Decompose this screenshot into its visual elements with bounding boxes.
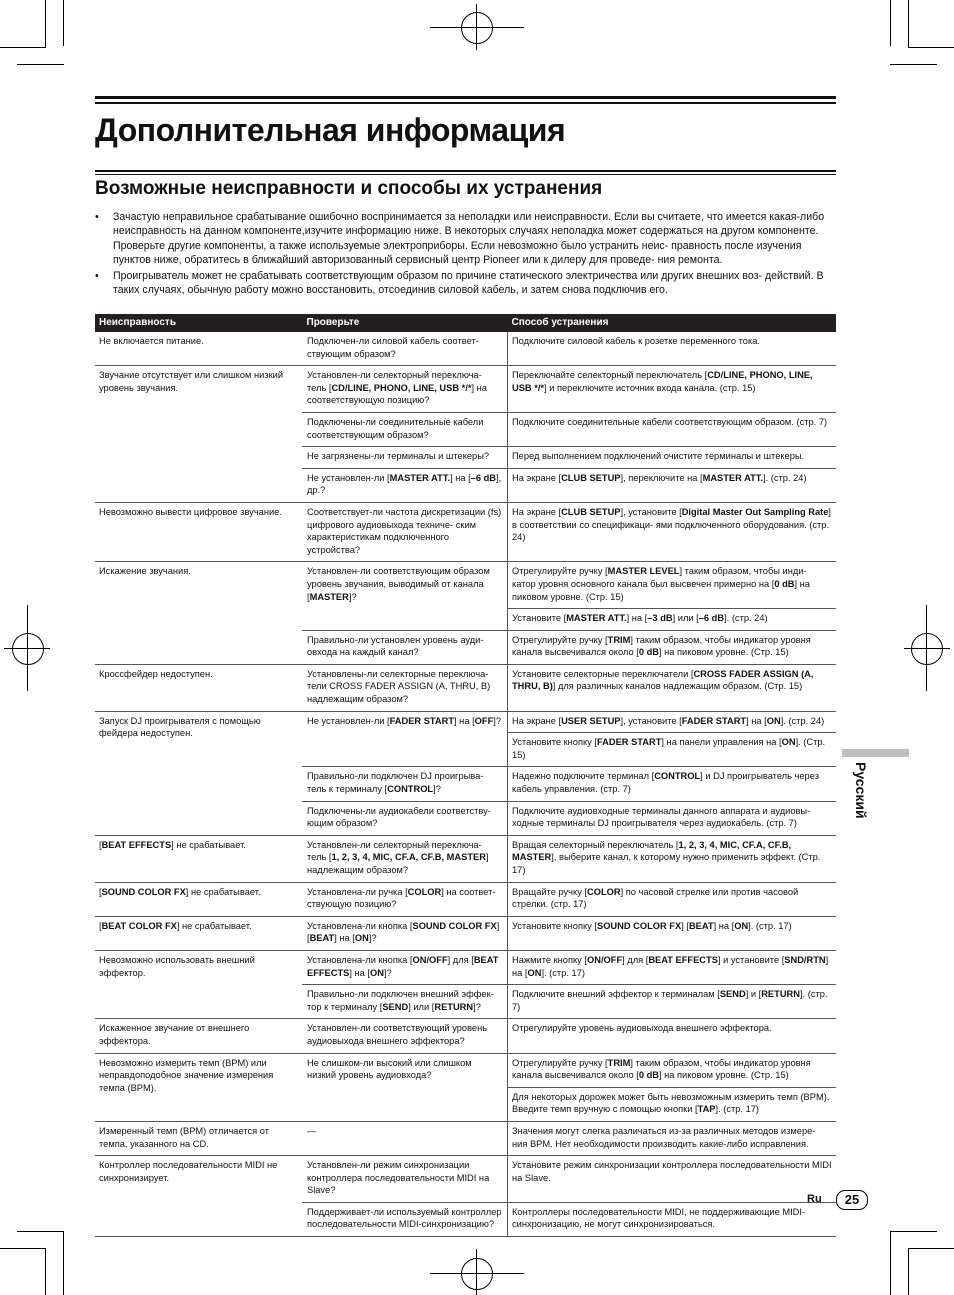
cell-check: Установлен-ли режим синхронизации контроллера последовательности MIDI на Slave? <box>303 1156 508 1203</box>
cell-check: Правильно-ли установлен уровень ауди- овхода на каждый канал? <box>303 630 508 664</box>
cell-fix: Контроллеры последовательности MIDI, не поддерживающие MIDI- синхронизацию, не могут синхронизироваться. <box>508 1202 837 1236</box>
table-row <box>95 1053 836 1087</box>
cell-problem: Звучание отсутствует или слишком низкий уровень звучания. <box>95 366 303 503</box>
cell-fix: Для некоторых дорожек может быть невозможным измерить темп (BPM). Введите темп вручную с помощью кнопки [TAP]. (стр. 17) <box>508 1087 837 1121</box>
cell-check: Установлен-ли соответствующий уровень аудиовыхода внешнего эффектора? <box>303 1019 508 1053</box>
crop-mark <box>890 64 937 65</box>
cell-check: Не установлен-ли [FADER START] на [OFF]? <box>303 711 508 767</box>
cell-fix: Отрегулируйте ручку [TRIM] таким образом, чтобы индикатор уровня канала высвечивался около [0 dB] на пиковом уровне. (Стр. 15) <box>508 1053 837 1087</box>
table-row <box>95 502 836 561</box>
cell-fix: Переключайте селекторный переключатель [CD/LINE, PHONO, LINE, USB */*] и переключите источник входа канала. (стр. 15) <box>508 366 837 413</box>
cell-fix: Подключите соединительные кабели соответствующим образом. (стр. 7) <box>508 412 837 446</box>
crop-mark <box>908 1248 909 1295</box>
cell-fix: На экране [USER SETUP], установите [FADER START] на [ON]. (стр. 24) <box>508 711 837 733</box>
table-row <box>95 882 836 916</box>
cell-problem: Искаженное звучание от внешнего эффектора. <box>95 1019 303 1053</box>
cell-fix: Установите кнопку [FADER START] на панели управления на [ON]. (Стр. 15) <box>508 733 837 767</box>
column-header-problem: Неисправность <box>95 314 303 332</box>
cell-check: Правильно-ли подключен внешний эффек- тор к терминалу [SEND] или [RETURN]? <box>303 985 508 1019</box>
cell-problem: Запуск DJ проигрывателя с помощью фейдера недоступен. <box>95 711 303 835</box>
registration-circle <box>461 12 493 44</box>
cell-check: Соответствует-ли частота дискретизации (fs) цифрового аудиовыхода техниче- ским характеристикам подключенного устройства? <box>303 502 508 561</box>
cell-fix: Отрегулируйте уровень аудиовыхода внешнего эффектора. <box>508 1019 837 1053</box>
column-header-fix: Способ устранения <box>508 314 837 332</box>
crop-mark <box>908 1248 954 1249</box>
cell-check: Подключены-ли соединительные кабели соответствующим образом? <box>303 412 508 446</box>
language-tab-bar <box>842 749 909 757</box>
table-row <box>95 835 836 882</box>
cell-problem: Невозможно измерить темп (BPM) или неправдоподобное значение измерения темпа (BPM). <box>95 1053 303 1121</box>
crop-mark <box>17 64 64 65</box>
cell-check: Установлена-ли кнопка [ON/OFF] для [BEAT EFFECTS] на [ON]? <box>303 950 508 984</box>
header-rule-top <box>95 96 836 99</box>
table-row <box>95 1156 836 1203</box>
cell-fix: Надежно подключите терминал [CONTROL] и DJ проигрыватель через кабель управления. (стр. 7) <box>508 767 837 801</box>
registration-cross <box>904 648 950 649</box>
footer-language: Ru <box>807 1193 822 1205</box>
crop-mark <box>0 1248 46 1249</box>
table-row <box>95 1121 836 1155</box>
cell-problem: Кроссфейдер недоступен. <box>95 664 303 711</box>
table-row <box>95 562 836 609</box>
table-row <box>95 711 836 733</box>
cell-check: Установлен-ли соответствующим образом уровень звучания, выводимый от канала [MASTER]? <box>303 562 508 630</box>
cell-problem: Измеренный темп (BPM) отличается от темпа, указанного на CD. <box>95 1121 303 1155</box>
cell-problem: Контроллер последовательности MIDI не синхронизирует. <box>95 1156 303 1237</box>
crop-mark <box>45 0 46 48</box>
cell-problem: Искажение звучания. <box>95 562 303 665</box>
cell-fix: Перед выполнением подключений очистите терминалы и штекеры. <box>508 447 837 469</box>
page-title: Дополнительная информация <box>95 112 566 148</box>
crop-mark <box>890 1232 891 1295</box>
troubleshooting-table <box>95 314 836 1237</box>
cell-problem: Невозможно использовать внешний эффектор. <box>95 950 303 1018</box>
registration-cross <box>476 1249 477 1295</box>
cell-fix: Вращайте ручку [COLOR] по часовой стрелке или против часовой стрелки. (стр. 17) <box>508 882 837 916</box>
cell-check: Правильно-ли подключен DJ проигрыва- тель к терминалу [CONTROL]? <box>303 767 508 801</box>
cell-fix: Нажмите кнопку [ON/OFF] для [BEAT EFFECTS] и установите [SND/RTN] на [ON]. (стр. 17) <box>508 950 837 984</box>
table-row <box>95 366 836 413</box>
registration-cross <box>430 1273 524 1274</box>
cell-check: Установлена-ли кнопка [SOUND COLOR FX] [BEAT] на [ON]? <box>303 916 508 950</box>
page-number: 25 <box>836 1190 868 1210</box>
cell-fix: Установите режим синхронизации контроллера последовательности MIDI на Slave. <box>508 1156 837 1203</box>
registration-circle <box>12 633 44 665</box>
bullet-item: • Проигрыватель может не срабатывать соответствующим образом по причине статического электричества или других внешних воз- действий. В таких случаях, обычную работу можно восстановить, отсоединив силовой кабель, и затем снова подключив его. <box>95 269 824 297</box>
header-rule-bottom <box>95 170 836 172</box>
cell-problem: [SOUND COLOR FX] не срабатывает. <box>95 882 303 916</box>
column-header-check: Проверьте <box>303 314 508 332</box>
section-title: Возможные неисправности и способы их устранения <box>95 178 603 199</box>
crop-mark <box>63 0 64 46</box>
cell-check: Установлены-ли селекторные переключа- тели CROSS FADER ASSIGN (A, THRU, B) надлежащим образом? <box>303 664 508 711</box>
table-row <box>95 1019 836 1053</box>
registration-cross <box>430 27 524 28</box>
cell-fix: Отрегулируйте ручку [TRIM] таким образом, чтобы индикатор уровня канала высвечивался около [0 dB] на пиковом уровне. (Стр. 15) <box>508 630 837 664</box>
registration-circle <box>461 1258 493 1290</box>
table-row <box>95 332 836 366</box>
cell-fix: Установите [MASTER ATT.] на [–3 dB] или [–6 dB]. (стр. 24) <box>508 609 837 631</box>
cell-fix: Установите селекторные переключатели [CROSS FADER ASSIGN (A, THRU, B)] для различных каналов надлежащим образом. (Стр. 15) <box>508 664 837 711</box>
table-row <box>95 664 836 711</box>
crop-mark <box>890 1231 937 1232</box>
cell-check: Поддерживает-ли используемый контроллер последовательности MIDI-синхронизацию? <box>303 1202 508 1236</box>
cell-check: Не установлен-ли [MASTER ATT.] на [–6 dB], др.? <box>303 468 508 502</box>
cell-problem: Невозможно вывести цифровое звучание. <box>95 502 303 561</box>
cell-check: — <box>303 1121 508 1155</box>
cell-fix: Значения могут слегка различаться из-за различных методов измере- ния BPM. Нет необходимости производить какие-либо исправления. <box>508 1121 837 1155</box>
cell-fix: Подключите силовой кабель к розетке переменного тока. <box>508 332 837 366</box>
cell-fix: Подключите внешний эффектор к терминалам [SEND] и [RETURN]. (стр. 7) <box>508 985 837 1019</box>
cell-check: Не загрязнены-ли терминалы и штекеры? <box>303 447 508 469</box>
cell-problem: [BEAT EFFECTS] не срабатывает. <box>95 835 303 882</box>
crop-mark <box>45 1248 46 1295</box>
cell-check: Не слишком-ли высокий или слишком низкий уровень аудиовхода? <box>303 1053 508 1121</box>
cell-fix: Вращая селекторный переключатель [1, 2, 3, 4, MIC, CF.A, CF.B, MASTER], выберите канал, к которому нужно применить эффект. (Стр. 17) <box>508 835 837 882</box>
bullet-item: • Зачастую неправильное срабатывание ошибочно воспринимается за неполадки или неисправности. Если вы считаете, что имеется какая-либо неисправность на данном компоненте,изучите информацию ниже. В некоторых случаях неполадка может содержаться на другом компоненте. Проверьте другие компоненты, а также используемые электроприборы. Если невозможно было устранить неис- правность после изучения пунктов ниже, обратитесь в ближайший авторизованный сервисный центр Pioneer или к дилеру для проведе- ния ремонта. <box>95 211 825 267</box>
header-rule-top <box>95 102 836 104</box>
cell-fix: Подключите аудиовходные терминалы данного аппарата и аудиовы- ходные терминалы DJ проигрывателя через аудиокабель. (стр. 7) <box>508 801 837 835</box>
cell-fix: На экране [CLUB SETUP], переключите на [MASTER ATT.]. (стр. 24) <box>508 468 837 502</box>
cell-check: Подключены-ли аудиокабели соответству- ющим образом? <box>303 801 508 835</box>
language-tab-label: Русский <box>853 762 869 819</box>
registration-circle <box>911 633 943 665</box>
crop-mark <box>908 0 909 48</box>
cell-fix: Установите кнопку [SOUND COLOR FX] [BEAT] на [ON]. (стр. 17) <box>508 916 837 950</box>
cell-check: Установлен-ли селекторный переключа- тель [CD/LINE, PHONO, LINE, USB */*] на соответствующую позицию? <box>303 366 508 413</box>
cell-problem: [BEAT COLOR FX] не срабатывает. <box>95 916 303 950</box>
table-header-row <box>95 314 836 332</box>
cell-check: Подключен-ли силовой кабель соответ- ствующим образом? <box>303 332 508 366</box>
table-row <box>95 916 836 950</box>
cell-fix: Отрегулируйте ручку [MASTER LEVEL] таким образом, чтобы инди- катор уровня основного канала был высвечен примерно на [0 dB] на пиковом уровне. (Стр. 15) <box>508 562 837 609</box>
table-row <box>95 950 836 984</box>
cell-check: Установлен-ли селекторный переключа- тель [1, 2, 3, 4, MIC, CF.A, CF.B, MASTER] надлежащим образом? <box>303 835 508 882</box>
cell-fix: На экране [CLUB SETUP], установите [Digital Master Out Sampling Rate] в соответствии со спецификаци- ями подключенного оборудования. (стр. 24) <box>508 502 837 561</box>
cell-check: Установлена-ли ручка [COLOR] на соответ- ствующую позицию? <box>303 882 508 916</box>
crop-mark <box>17 1231 64 1232</box>
registration-cross <box>4 648 50 649</box>
crop-mark <box>63 1232 64 1295</box>
crop-mark <box>890 0 891 46</box>
cell-problem: Не включается питание. <box>95 332 303 366</box>
intro-bullets <box>95 210 836 298</box>
crop-mark <box>0 47 46 48</box>
crop-mark <box>908 47 954 48</box>
header-rule-bottom <box>95 174 836 175</box>
